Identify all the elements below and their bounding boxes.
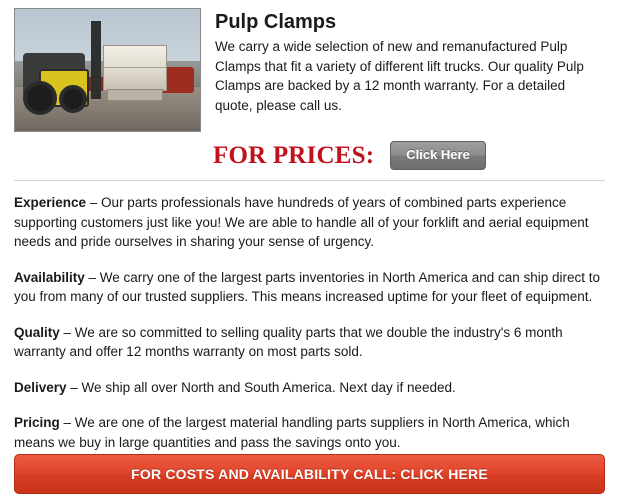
- click-here-button[interactable]: Click Here: [390, 141, 486, 170]
- section-delivery: [14, 378, 605, 398]
- header-section: [14, 8, 605, 132]
- section-delivery-heading: Delivery: [14, 379, 67, 395]
- section-experience-text: – Our parts professionals have hundreds of years of combined parts experience supporting customers just like you! We are able to handle all of your forklift and aerial equipment needs and pride ourselves in sharing your sense of urgency.: [14, 195, 589, 249]
- section-pricing-text: – We are one of the largest material handling parts suppliers in North America, which means we buy in large quantities and pass the savings onto you.: [14, 415, 570, 450]
- prices-row: [14, 141, 605, 170]
- section-pricing-heading: Pricing: [14, 415, 60, 430]
- section-availability-text: – We carry one of the largest parts inventories in North America and can ship direct to you from many of our trusted suppliers. This means increased uptime for your fleet of equipment.: [14, 269, 601, 304]
- page-title: Pulp Clamps: [215, 11, 337, 33]
- cta-banner-button[interactable]: FOR COSTS AND AVAILABILITY CALL: CLICK HERE: [14, 454, 605, 494]
- forklift-photo: [14, 8, 201, 132]
- section-pricing: [14, 413, 605, 452]
- photo-forklift-mast: [91, 21, 101, 99]
- section-divider: [14, 180, 605, 181]
- section-experience: [14, 193, 605, 252]
- section-quality-text: – We are so committed to selling quality parts that we double the industry's 6 month warranty and offer 12 months warranty on most parts sold.: [14, 324, 563, 359]
- intro-paragraph: We carry a wide selection of new and remanufactured Pulp Clamps that fit a variety of different lift trucks. Our quality Pulp Clamps are backed by a 12 month warranty. For a detailed quote, please call us.: [215, 39, 584, 113]
- section-availability-heading: Availability: [14, 269, 85, 285]
- section-quality-heading: Quality: [14, 324, 60, 340]
- photo-pulp-load: [103, 45, 167, 91]
- photo-pulp-load-lower: [107, 89, 163, 101]
- photo-forklift-wheel-rear: [59, 85, 87, 113]
- section-experience-heading: Experience: [14, 195, 87, 210]
- section-delivery-text: – We ship all over North and South America. Next day if needed.: [66, 379, 456, 395]
- for-prices-label: FOR PRICES:: [213, 141, 375, 169]
- section-quality: [14, 323, 605, 362]
- photo-forklift-wheel-front: [23, 81, 57, 115]
- header-text: [201, 8, 605, 115]
- section-availability: [14, 268, 605, 307]
